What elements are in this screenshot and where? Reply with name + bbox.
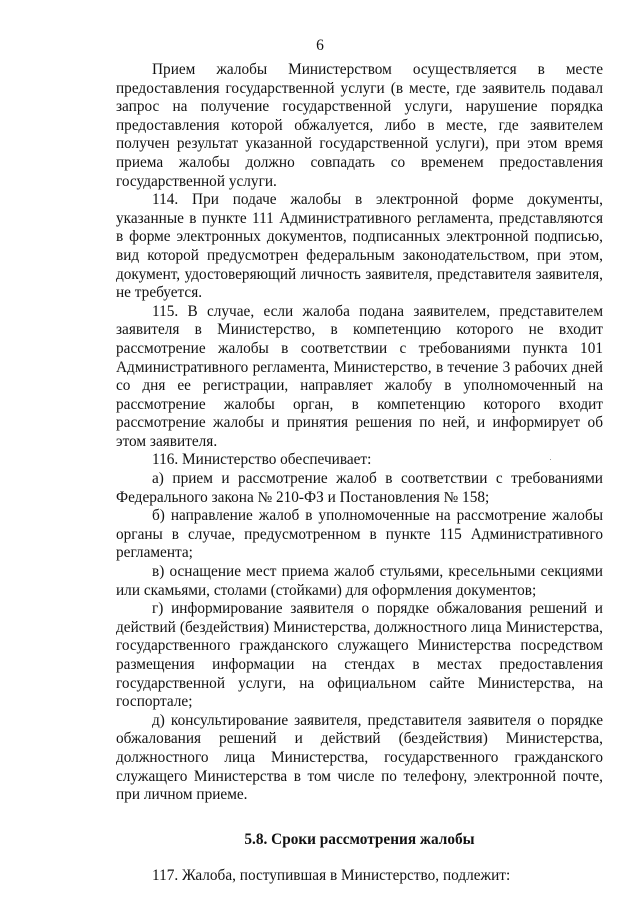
list-item-b: б) направление жалоб в уполномоченные на рассмотрение жалобы органы в случае, предусмотренном в пункте 115 Административного регламента; <box>116 507 603 562</box>
paragraph-116: 116. Министерство обеспечивает: <box>152 451 372 469</box>
paragraph-114: 114. При подаче жалобы в электронной форме документы, указанные в пункте 111 Административного регламента, представляются в форме электронных документов, подписанных электронной подписью, вид которой предусмотрен федеральным законодательством, при этом, документ, удостоверяющий личность заявителя, представителя заявителя, не требуется. <box>116 191 603 302</box>
document-body <box>116 61 603 886</box>
page-number: 6 <box>316 37 324 54</box>
section-heading: 5.8. Сроки рассмотрения жалобы <box>244 830 475 848</box>
list-item-a: а) прием и рассмотрение жалоб в соответствии с требованиями Федерального закона № 210-ФЗ и Постановления № 158; <box>116 470 603 506</box>
paragraph-115: 115. В случае, если жалоба подана заявителем, представителем заявителя в Министерство, в компетенцию которого не входит рассмотрение жалобы в соответствии с требованиями пункта 101 Административного регламента, Министерство, в течение 3 рабочих дней со дня ее регистрации, направляет жалобу в уполномоченный на рассмотрение жалобы орган, в компетенцию которого входит рассмотрение жалобы и принятия решения по ней, и информирует об этом заявителя. <box>116 302 603 450</box>
list-item-d: д) консультирование заявителя, представителя заявителя о порядке обжалования решений и действий (бездействия) Министерства, должностного лица Министерства, государственного гражданского служащего Министерства в том числе по телефону, электронной почте, при личном приеме. <box>116 711 603 804</box>
scan-speck <box>550 459 551 460</box>
paragraph-reception-place: Прием жалобы Министерством осуществляется в месте предоставления государственной услуги (в месте, где заявитель подавал запрос на получение государственной услуги, нарушение порядка предоставления которой обжалуется, либо в месте, где заявителем получен результат указанной государственной услуги), при этом время приема жалобы должно совпадать со временем предоставления государственной услуги. <box>116 61 603 190</box>
list-item-v: в) оснащение мест приема жалоб стульями, кресельными секциями или скамьями, столами (стойками) для оформления документов; <box>116 563 603 599</box>
paragraph-117: 117. Жалоба, поступившая в Министерство, подлежит: <box>152 867 511 885</box>
list-item-g: г) информирование заявителя о порядке обжалования решений и действий (бездействия) Министерства, должностного лица Министерства, государственного гражданского служащего Министерства посредством размещения информации на стендах в местах предоставления государственной услуги, на официальном сайте Министерства, на госпортале; <box>116 600 603 711</box>
